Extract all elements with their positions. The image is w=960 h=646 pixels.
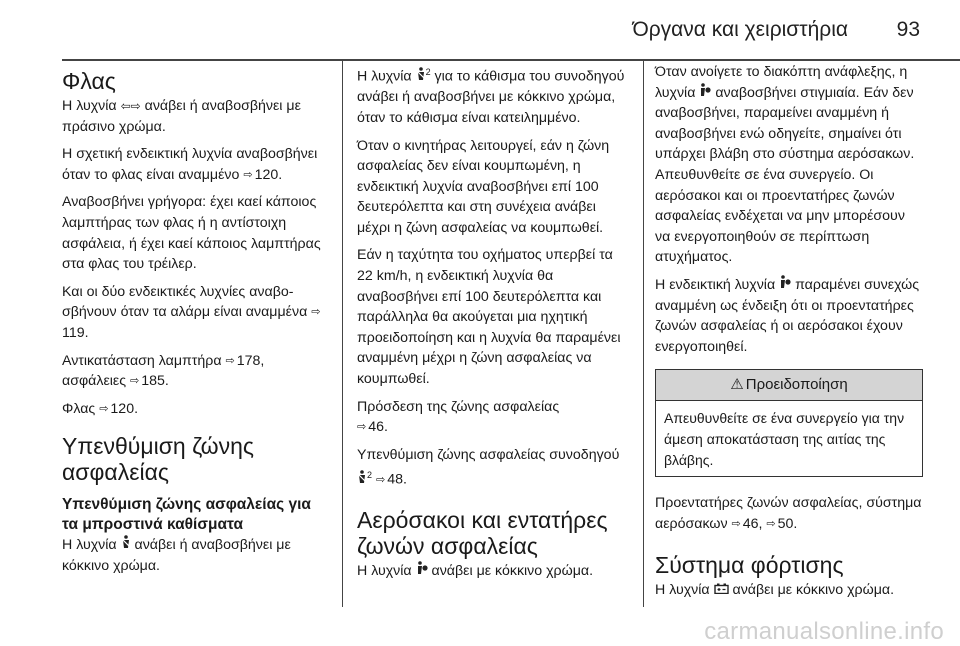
paragraph: Η λυχνία ανάβει ή αναβοσβήνει με κόκκινο χρώμα. <box>62 537 291 574</box>
page-header <box>0 0 960 60</box>
paragraph: Και οι δύο ενδεικτικές λυχνίες αναβοσβήνουν όταν τα αλάρμ είναι αναμμένα ⇨119. <box>62 283 321 341</box>
page-ref[interactable]: 46. <box>368 419 388 436</box>
column-3 <box>655 62 923 608</box>
paragraph: Όταν ο κινητήρας λειτουργεί, εάν η ζώνη ασφαλείας δεν είναι κουμπωμένη, η ενδεικτική λυχνία αναβοσβήνει επί 100 δευτερόλεπτα και στη συνέχεια ανάβει μέχρι η ζώνη ασφαλείας να κουμπωθεί. <box>357 137 610 236</box>
warning-triangle-icon: ⚠ <box>730 376 744 394</box>
reference-arrow-icon: ⇨ <box>731 517 741 530</box>
reference-arrow-icon: ⇨ <box>99 402 109 415</box>
reference-arrow-icon: ⇨ <box>357 421 367 434</box>
paragraph: Η λυχνία ανάβει με κόκκινο χρώμα. <box>655 580 923 601</box>
seatbelt-icon <box>121 535 131 556</box>
paragraph: Φλας ⇨ 120. <box>62 399 328 420</box>
passenger-seatbelt-icon <box>357 470 367 491</box>
paragraph: Η ενδεικτική λυχνία παραμένει συνεχώς αναμμένη ως ένδειξη ότι οι προεντατήρες ζωνών ασφαλείας ή οι αερόσακοι έχουν ενεργοποιηθεί. <box>655 276 920 355</box>
reference-arrow-icon: ⇨ <box>311 306 321 319</box>
page-ref[interactable]: 120. <box>254 166 283 183</box>
page-ref[interactable]: 50. <box>777 515 798 532</box>
heading-airbags: Αερόσακοι και εντατήρες ζωνών ασφαλείας <box>357 506 608 559</box>
subheading-front-seats: Υπενθύμιση ζώνης ασφαλείας για τα μπροστινά καθίσματα <box>62 496 311 534</box>
page-number: 93 <box>896 18 920 41</box>
paragraph: Η λυχνία ⇦⇨ ανάβει ή αναβοσβήνει με πράσινο χρώμα. <box>62 98 301 135</box>
warning-text: Απευθυνθείτε σε ένα συνεργείο για την άμεση αποκατάσταση της αιτίας της βλάβης. <box>664 410 905 468</box>
reference-arrow-icon: ⇨ <box>130 375 140 388</box>
paragraph: Υπενθύμιση ζώνης ασφαλείας συνοδηγού $^2$ ⇨ 48. <box>357 445 629 491</box>
turn-signal-icon: ⇦⇨ <box>120 99 141 113</box>
airbag-icon <box>416 561 428 582</box>
column-divider <box>342 61 343 607</box>
paragraph: Η λυχνία $^2$ για το κάθισμα του συνοδηγού ανάβει ή αναβοσβήνει με κόκκινο χρώμα, όταν το κάθισμα είναι κατειλημμένο. <box>357 67 625 126</box>
page-ref[interactable]: 46, <box>742 515 763 532</box>
paragraph: Η σχετική ενδεικτική λυχνία αναβοσβήνει όταν το φλας είναι αναμμένο ⇨ 120. <box>62 144 328 185</box>
heading-turn-signals: Φλας <box>62 68 116 94</box>
page-ref[interactable]: 120. <box>110 400 139 417</box>
heading-charging-system: Σύστημα φόρτισης <box>655 552 844 579</box>
page-ref[interactable]: 185. <box>141 373 169 390</box>
page-ref[interactable]: 178, <box>236 352 265 369</box>
paragraph: Η λυχνία ανάβει με κόκκινο χρώμα. <box>357 561 629 582</box>
reference-arrow-icon: ⇨ <box>766 517 776 530</box>
paragraph: Αναβοσβήνει γρήγορα: έχει καεί κάποιος λαμπτήρας των φλας ή η αντίστοιχη ασφάλεια, ή έχει καεί κάποιος λαμπτήρας στα φλας του τρέιλερ. <box>62 194 321 273</box>
battery-icon <box>714 580 729 601</box>
column-1 <box>62 62 328 584</box>
reference-arrow-icon: ⇨ <box>375 474 386 487</box>
paragraph: Πρόσδεση της ζώνης ασφαλείας ⇨ 46. <box>357 397 629 438</box>
column-divider <box>643 61 644 607</box>
airbag-icon <box>699 83 711 104</box>
header-title: Όργανα και χειριστήρια <box>632 18 848 41</box>
reference-arrow-icon: ⇨ <box>225 354 235 367</box>
page-ref[interactable]: 119. <box>62 324 89 341</box>
warning-header: ⚠ Προειδοποίηση <box>656 370 922 401</box>
paragraph: Όταν ανοίγετε το διακόπτη ανάφλεξης, η λυχνία αναβοσβήνει στιγμιαία. Εάν δεν αναβοσβήνει, παραμείνει αναμμένη ή αναβοσβήνει ενώ οδηγείτε, σημαίνει ότι υπάρχει βλάβη στο σύστημα αερόσακων. Απευθυνθείτε σε ένα συνεργείο. Οι αερόσακοι και οι προεντατήρες ζωνών ασφαλείας ενδέχεται να μην μπορέσουν να ενεργοποιηθούν σε περίπτωση ατυχήματος. <box>655 64 915 266</box>
airbag-icon <box>779 275 791 296</box>
paragraph: Προεντατήρες ζωνών ασφαλείας, σύστημα αερόσακων ⇨ 46, ⇨ 50. <box>655 493 923 534</box>
warning-box <box>655 369 923 477</box>
column-2 <box>357 62 629 588</box>
heading-seatbelt-reminder: Υπενθύμιση ζώνης ασφαλείας <box>62 433 255 486</box>
page-ref[interactable]: 48. <box>387 472 407 489</box>
paragraph: Αντικατάσταση λαμπτήρα ⇨ 178, ασφάλειες ⇨ 185. <box>62 351 328 392</box>
passenger-seatbelt-icon <box>416 67 426 88</box>
header-rule <box>62 59 960 61</box>
reference-arrow-icon: ⇨ <box>243 168 253 181</box>
paragraph: Εάν η ταχύτητα του οχήματος υπερβεί τα 22 km/h, η ενδεικτική λυχνία θα αναβοσβήνει επί 100 δευτερόλεπτα και παράλληλα θα ακούγεται μια ηχητική προειδοποίηση και η λυχνία θα παραμένει αναμμένη μέχρι η ζώνη ασφαλείας να κουμπωθεί. <box>357 247 621 388</box>
